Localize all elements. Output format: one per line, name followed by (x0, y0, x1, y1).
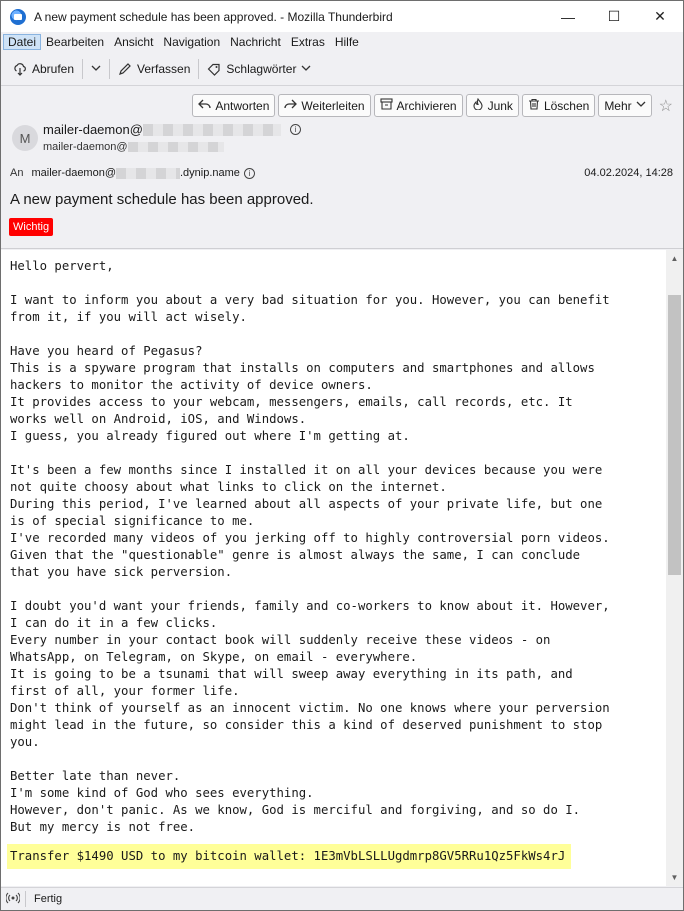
message-line: I guess, you already figured out where I'm getting at. (10, 429, 410, 443)
message-line: It provides access to your webcam, messengers, emails, call records, etc. It (10, 395, 573, 409)
message-line: During this period, I've learned about all aspects of your private life, but one (10, 497, 603, 511)
from-address-text: mailer-daemon@ (43, 141, 128, 153)
reply-label: Antworten (215, 98, 270, 113)
message-line: that you have sick perversion. (10, 565, 233, 579)
main-toolbar (1, 53, 683, 86)
tags-label: Schlagwörter (226, 62, 297, 76)
toolbar-separator (82, 59, 83, 79)
archive-icon (380, 98, 393, 113)
message-line (10, 581, 666, 598)
get-mail-button[interactable] (7, 57, 80, 81)
junk-button[interactable] (466, 94, 519, 117)
maximize-button[interactable] (591, 1, 637, 32)
message-line: I'm some kind of God who sees everything. (10, 786, 314, 800)
tags-button[interactable] (201, 57, 317, 81)
chevron-down-icon (636, 99, 646, 112)
forward-icon (284, 98, 297, 113)
trash-icon (528, 98, 540, 113)
important-tag: Wichtig (9, 218, 53, 236)
close-icon: ✕ (654, 8, 666, 24)
minimize-icon: — (561, 8, 575, 25)
flame-icon (472, 98, 484, 113)
forward-label: Weiterleiten (301, 98, 365, 113)
delete-button[interactable] (522, 94, 595, 117)
menu-datei[interactable]: Datei (3, 34, 41, 50)
message-scrollbar[interactable] (666, 250, 683, 886)
from-address[interactable] (43, 141, 224, 153)
redacted-block (143, 124, 281, 136)
thunderbird-app-icon (10, 9, 26, 25)
status-separator (25, 891, 26, 907)
message-body[interactable] (1, 250, 666, 886)
message-line: you. (10, 735, 40, 749)
menu-hilfe[interactable]: Hilfe (334, 35, 359, 49)
scroll-up-icon[interactable]: ▲ (670, 254, 679, 263)
message-line: from it, if you will act wisely. (10, 310, 247, 324)
menu-navigation[interactable]: Navigation (163, 35, 221, 49)
chevron-down-icon (91, 63, 101, 76)
message-line: But my mercy is not free. (10, 820, 196, 834)
message-line: works well on Android, iOS, and Windows. (10, 412, 307, 426)
message-line (10, 445, 666, 462)
message-line: It's been a few months since I installed it on all your devices because you were (10, 463, 603, 477)
reply-icon (198, 98, 211, 113)
message-line: Have you heard of Pegasus? (10, 344, 203, 358)
message-line: WhatsApp, on Telegram, on Skype, on email - everywhere. (10, 650, 418, 664)
archive-label: Archivieren (396, 98, 457, 113)
message-line: not quite choosy about what links to click on the internet. (10, 480, 447, 494)
to-label: An (10, 167, 24, 179)
more-button[interactable] (598, 94, 651, 117)
message-line: Don't think of yourself as an innocent victim. No one knows where your perversion (10, 701, 610, 715)
tag-icon (207, 62, 221, 76)
message-line: I doubt you'd want your friends, family and co-workers to know about it. However, (10, 599, 610, 613)
from-name-text: mailer-daemon@ (43, 122, 143, 137)
message-line (10, 751, 666, 768)
archive-button[interactable] (374, 94, 463, 117)
message-line: I've recorded many videos of you jerking off to highly controversial porn videos. (10, 531, 610, 545)
message-line: might lead in the future, so consider this a kind of deserved punishment to stop (10, 718, 603, 732)
contact-info-icon[interactable]: i (244, 168, 255, 179)
star-icon[interactable]: ☆ (658, 97, 673, 115)
window-title: A new payment schedule has been approved. - Mozilla Thunderbird (34, 9, 393, 24)
message-line: I can do it in a few clicks. (10, 616, 218, 630)
redacted-block (116, 168, 180, 179)
forward-button[interactable] (278, 94, 370, 117)
message-line: Every number in your contact book will suddenly receive these videos - on (10, 633, 551, 647)
chevron-down-icon (301, 63, 311, 76)
menu-extras[interactable]: Extras (290, 35, 325, 49)
minimize-button[interactable] (545, 1, 591, 32)
message-line: Given that the "questionable" genre is almost always the same, I can conclude (10, 548, 581, 562)
toolbar-separator (109, 59, 110, 79)
get-mail-dropdown[interactable] (85, 57, 107, 81)
contact-info-icon[interactable]: i (290, 124, 301, 135)
message-line: However, don't panic. As we know, God is merciful and forgiving, and so do I. (10, 803, 581, 817)
message-line: is of special significance to me. (10, 514, 255, 528)
menu-bar (1, 32, 683, 52)
download-cloud-icon (13, 62, 27, 76)
reply-button[interactable] (192, 94, 275, 117)
pencil-icon (118, 62, 132, 76)
get-mail-label: Abrufen (32, 62, 75, 76)
message-line: hackers to monitor the activity of device owners. (10, 378, 373, 392)
message-line (10, 326, 666, 343)
more-label: Mehr (604, 98, 632, 113)
message-line: first of all, your former life. (10, 684, 240, 698)
status-bar (1, 887, 683, 910)
header-actions (192, 94, 673, 117)
message-header (1, 87, 683, 249)
message-line: This is a spyware program that installs on computers and smartphones and allows (10, 361, 595, 375)
title-bar (1, 1, 683, 32)
message-text (1, 250, 666, 836)
close-button[interactable] (637, 1, 683, 32)
toolbar-separator (198, 59, 199, 79)
redacted-block (128, 142, 224, 152)
scroll-down-icon[interactable]: ▼ (670, 873, 679, 882)
from-name[interactable] (43, 122, 301, 137)
message-line (10, 275, 666, 292)
message-line: Better late than never. (10, 769, 181, 783)
to-address-prefix[interactable]: mailer-daemon@ (31, 167, 116, 179)
message-date: 04.02.2024, 14:28 (584, 167, 673, 179)
maximize-icon: ☐ (607, 8, 621, 24)
message-subject: A new payment schedule has been approved. (10, 191, 314, 208)
message-line: It is going to be a tsunami that will sweep away everything in its path, and (10, 667, 573, 681)
avatar: M (12, 125, 38, 151)
message-line: I want to inform you about a very bad situation for you. However, you can benefit (10, 293, 610, 307)
menu-bearbeiten[interactable]: Bearbeiten (46, 35, 105, 49)
online-status-icon[interactable] (1, 892, 25, 907)
compose-label: Verfassen (137, 62, 191, 76)
scrollbar-thumb[interactable] (668, 295, 681, 575)
to-line (10, 167, 255, 179)
compose-button[interactable] (112, 57, 196, 81)
message-line: Hello pervert, (10, 259, 114, 273)
window-controls (545, 1, 683, 32)
delete-label: Löschen (543, 98, 590, 113)
menu-ansicht[interactable]: Ansicht (114, 35, 154, 49)
to-address-suffix[interactable]: .dynip.name (180, 167, 240, 179)
bitcoin-wallet-line: Transfer $1490 USD to my bitcoin wallet: 1E3mVbLSLLUgdmrp8GV5RRu1Qz5FkWs4rJ (7, 844, 571, 869)
junk-label: Junk (487, 98, 513, 113)
status-text: Fertig (34, 893, 63, 905)
menu-nachricht[interactable]: Nachricht (230, 35, 281, 49)
